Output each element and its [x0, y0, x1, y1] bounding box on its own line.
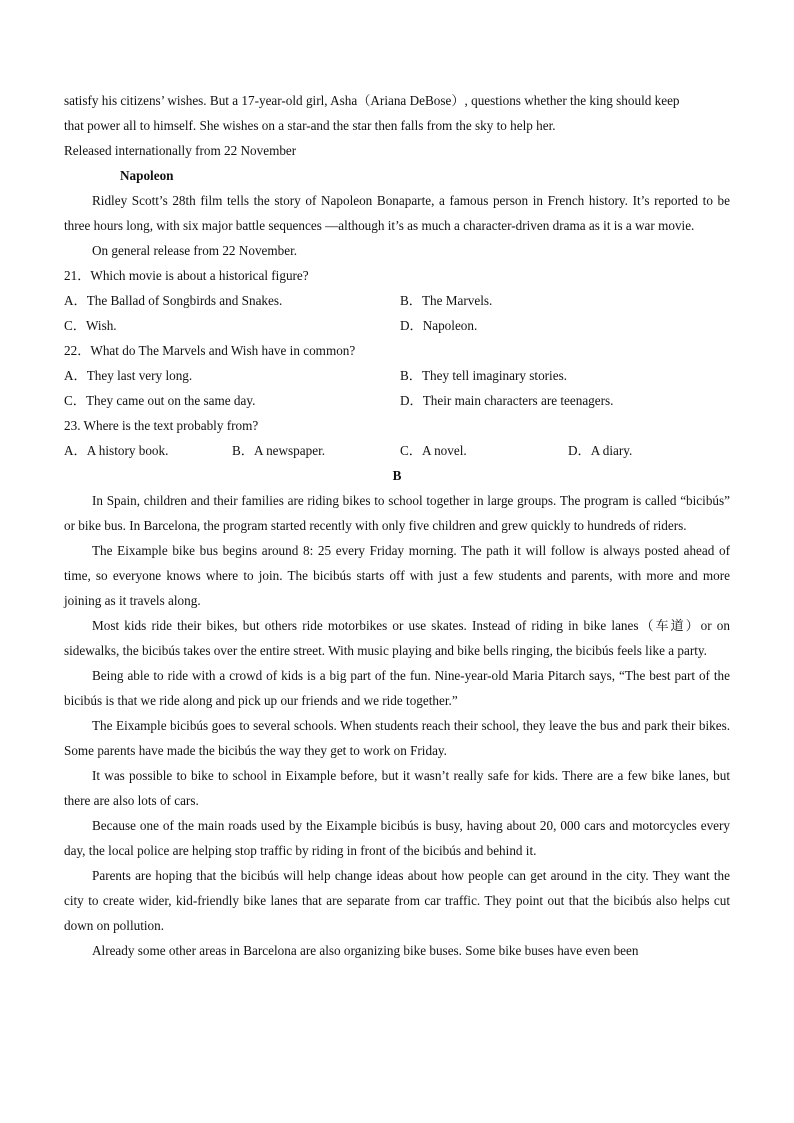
section-b-paragraph: Already some other areas in Barcelona are also organizing bike buses. Some bike buses have even been: [92, 943, 639, 958]
napoleon-body: Ridley Scott’s 28th film tells the story of Napoleon Bonaparte, a famous person in French history. It’s reported to be three hours long, with six major battle sequences —although it’s as much a character-driven drama as it is a war movie.: [64, 193, 730, 233]
intro-release: Released internationally from 22 November: [64, 143, 297, 158]
option-d: D．Napoleon.: [400, 318, 478, 333]
option-b: B．The Marvels.: [400, 293, 493, 308]
option-c: C．They came out on the same day.: [64, 393, 256, 408]
option-a: A．A history book.: [64, 443, 169, 458]
section-b-paragraph: It was possible to bike to school in Eixample before, but it wasn’t really safe for kids. There are a few bike lanes, but there are also lots of cars.: [64, 768, 730, 808]
napoleon-title: Napoleon: [120, 168, 174, 183]
section-b-paragraph: In Spain, children and their families are riding bikes to school together in large groups. The program is called “bicibús” or bike bus. In Barcelona, the program started recently with only five children and grew quickly to hundreds of riders.: [64, 493, 730, 533]
document-page: [64, 88, 730, 963]
option-c: C．Wish.: [64, 318, 117, 333]
section-b-paragraph: Most kids ride their bikes, but others ride motorbikes or use skates. Instead of riding in bike lanes（车道）or on sidewalks, the bicibús takes over the entire street. With music playing and bike bells ringing, the bicibús feels like a party.: [64, 618, 730, 658]
section-b-paragraph: Parents are hoping that the bicibús will help change ideas about how people can get around in the city. They want the city to create wider, kid-friendly bike lanes that are separate from car traffic. They point out that the bicibús also helps cut down on pollution.: [64, 868, 730, 933]
section-b-paragraph: Because one of the main roads used by the Eixample bicibús is busy, having about 20, 000 cars and motorcycles every day, the local police are helping stop traffic by riding in front of the bicibús and behind it.: [64, 818, 730, 858]
question-23-stem: 23. Where is the text probably from?: [64, 418, 259, 433]
section-b-paragraph: Being able to ride with a crowd of kids is a big part of the fun. Nine-year-old Maria Pitarch says, “The best part of the bicibús is that we ride along and pick up our friends and we ride together.”: [64, 668, 730, 708]
napoleon-release: On general release from 22 November.: [92, 243, 298, 258]
intro-line: that power all to himself. She wishes on a star-and the star then falls from the sky to help her.: [64, 118, 556, 133]
intro-line: satisfy his citizens’ wishes. But a 17-year-old girl, Asha（Ariana DeBose）, questions whether the king should keep: [64, 93, 680, 108]
question-21-options: [64, 288, 730, 338]
option-a: A．They last very long.: [64, 368, 193, 383]
section-b-heading: B: [392, 468, 402, 483]
option-a: A．The Ballad of Songbirds and Snakes.: [64, 293, 283, 308]
option-b: B．They tell imaginary stories.: [400, 368, 568, 383]
question-23-options: [64, 438, 730, 463]
option-c: C．A novel.: [400, 443, 467, 458]
option-b: B．A newspaper.: [232, 443, 326, 458]
question-22-stem: 22．What do The Marvels and Wish have in common?: [64, 343, 356, 358]
section-b-paragraph: The Eixample bike bus begins around 8: 25 every Friday morning. The path it will follow is always posted ahead of time, so everyone knows where to join. The bicibús starts off with just a few students and parents, with more and more joining as it travels along.: [64, 543, 730, 608]
option-d: D．A diary.: [568, 443, 633, 458]
question-22-options: [64, 363, 730, 413]
section-b-paragraph: The Eixample bicibús goes to several schools. When students reach their school, they leave the bus and park their bikes. Some parents have made the bicibús the way they get to work on Friday.: [64, 718, 730, 758]
option-d: D．Their main characters are teenagers.: [400, 393, 614, 408]
question-21-stem: 21．Which movie is about a historical figure?: [64, 268, 309, 283]
